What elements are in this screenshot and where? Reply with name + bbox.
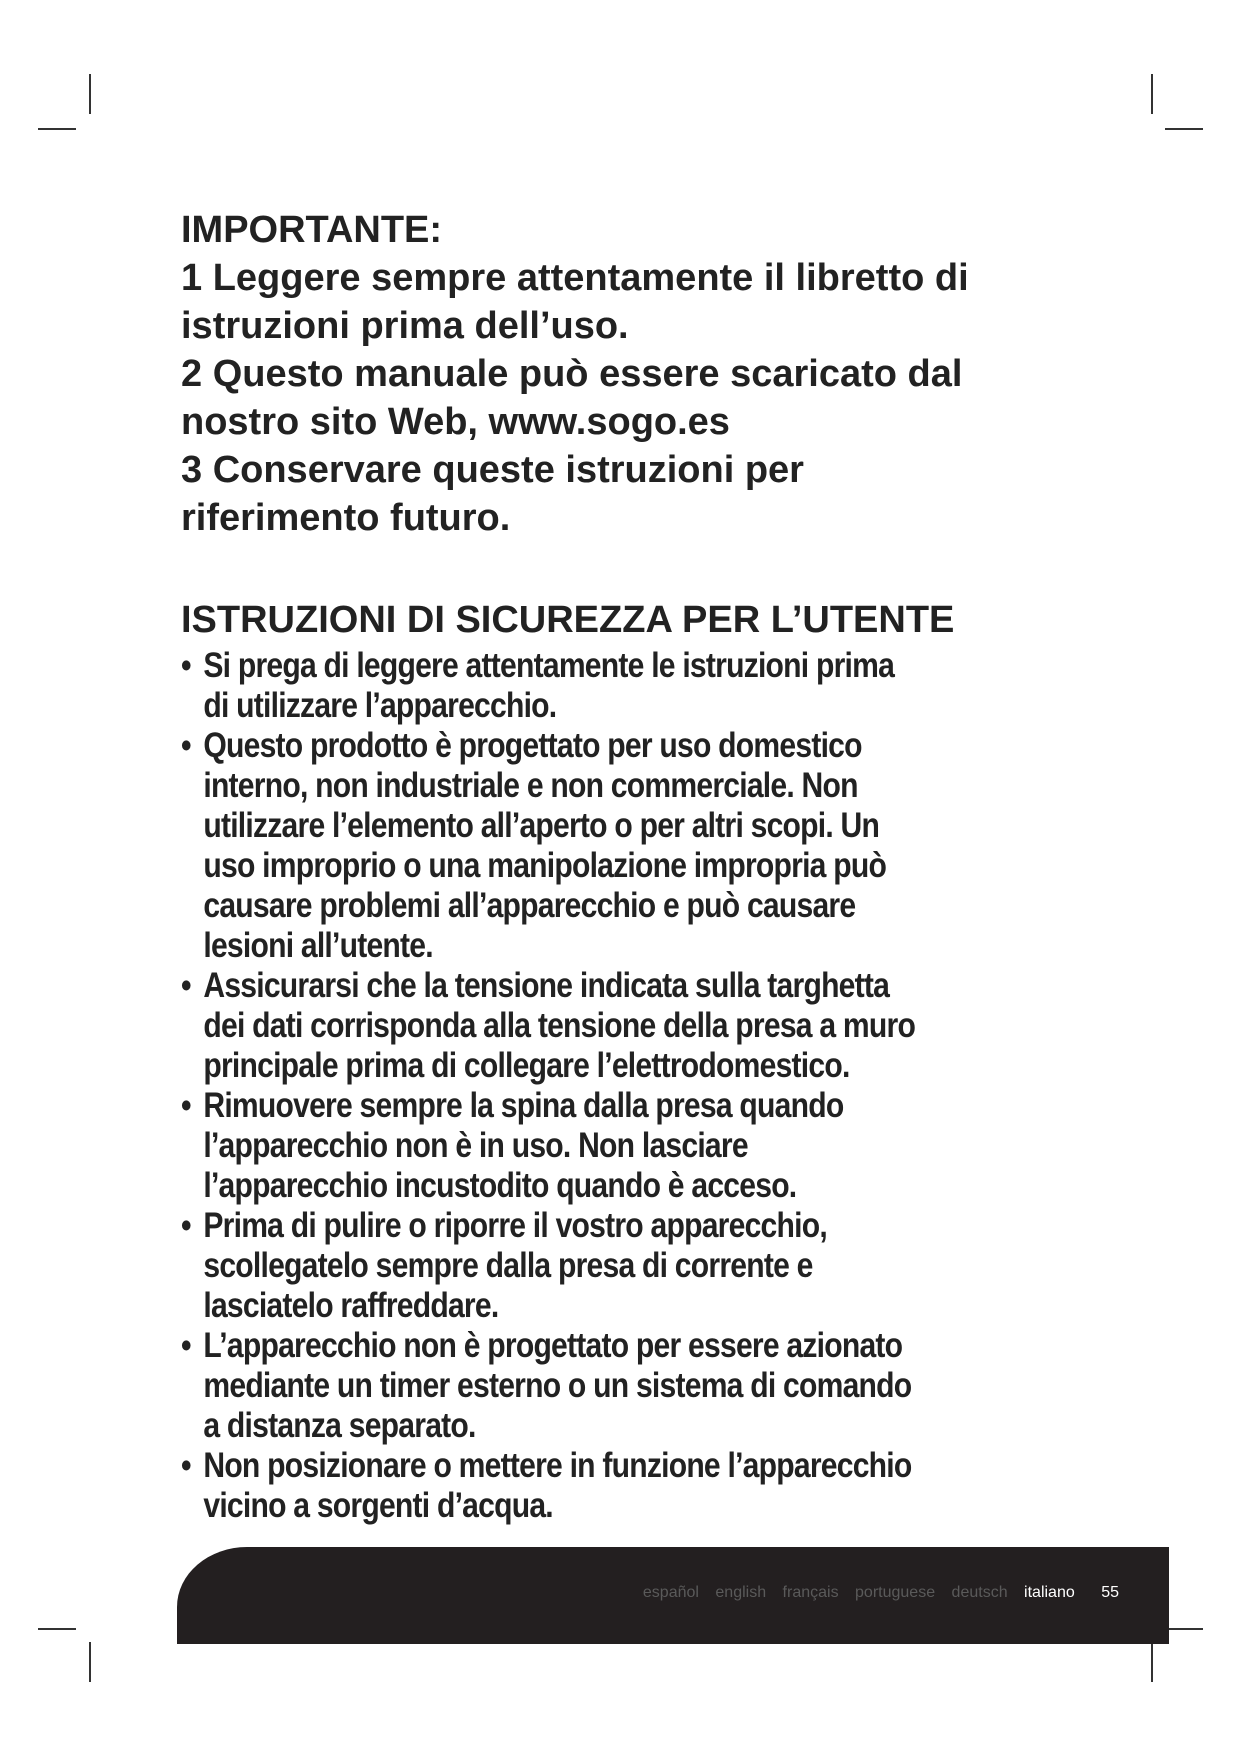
list-item-line: lasciatelo raffreddare. — [203, 1286, 499, 1325]
footer-bar — [177, 1547, 1169, 1644]
bullet-icon: • — [181, 646, 191, 685]
bullet-icon: • — [181, 1086, 191, 1125]
list-item-line: utilizzare l’elemento all’aperto o per altri scopi. Un — [203, 806, 880, 845]
important-line: 3 Conservare queste istruzioni per — [181, 449, 804, 491]
list-item-line: scollegatelo sempre dalla presa di corrente e — [203, 1246, 813, 1285]
list-item-line: l’apparecchio incustodito quando è acceso. — [203, 1166, 797, 1205]
list-item — [181, 966, 1081, 1086]
crop-mark-bottom-right-horizontal — [1165, 1628, 1203, 1630]
language-portuguese: portuguese — [855, 1584, 936, 1601]
list-item-line: di utilizzare l’apparecchio. — [203, 686, 557, 725]
crop-mark-top-right-vertical — [1151, 74, 1153, 114]
list-item-line: vicino a sorgenti d’acqua. — [203, 1486, 553, 1525]
list-item — [181, 1446, 1081, 1526]
crop-mark-bottom-left-vertical — [89, 1642, 91, 1682]
list-item — [181, 1206, 1081, 1326]
important-line: 1 Leggere sempre attentamente il libretto di — [181, 257, 969, 299]
safety-title: ISTRUZIONI DI SICUREZZA PER L’UTENTE — [181, 599, 955, 641]
list-item-line: dei dati corrisponda alla tensione della presa a muro — [203, 1006, 916, 1045]
crop-mark-top-left-vertical — [89, 74, 91, 114]
important-line: riferimento futuro. — [181, 497, 511, 539]
list-item-line: Prima di pulire o riporre il vostro apparecchio, — [203, 1206, 827, 1245]
list-item-line: mediante un timer esterno o un sistema di comando — [203, 1366, 912, 1405]
language-nav — [631, 1583, 1119, 1603]
crop-mark-top-right-horizontal — [1165, 128, 1203, 130]
bullet-icon: • — [181, 726, 191, 765]
list-item-line: L’apparecchio non è progettato per essere azionato — [203, 1326, 903, 1365]
list-item — [181, 1086, 1081, 1206]
bullet-icon: • — [181, 1206, 191, 1245]
language-espanol: español — [642, 1584, 699, 1601]
list-item — [181, 1326, 1081, 1446]
language-francais: français — [782, 1584, 839, 1601]
important-line: istruzioni prima dell’uso. — [181, 305, 629, 347]
language-italiano-active: italiano — [1024, 1584, 1075, 1601]
crop-mark-bottom-left-horizontal — [38, 1628, 76, 1630]
important-heading: IMPORTANTE: — [181, 209, 443, 251]
important-line: 2 Questo manuale può essere scaricato dal — [181, 353, 963, 395]
list-item-line: l’apparecchio non è in uso. Non lasciare — [203, 1126, 748, 1165]
list-item-line: Assicurarsi che la tensione indicata sulla targhetta — [203, 966, 890, 1005]
bullet-icon: • — [181, 966, 191, 1005]
list-item — [181, 726, 1081, 966]
list-item-line: causare problemi all’apparecchio e può causare — [203, 886, 856, 925]
list-item-line: a distanza separato. — [203, 1406, 476, 1445]
list-item-line: principale prima di collegare l’elettrodomestico. — [203, 1046, 850, 1085]
safety-list — [181, 646, 1081, 1526]
list-item-line: Non posizionare o mettere in funzione l’apparecchio — [203, 1446, 912, 1485]
list-item-line: lesioni all’utente. — [203, 926, 433, 965]
crop-mark-bottom-right-vertical — [1151, 1642, 1153, 1682]
safety-instructions — [181, 596, 1081, 1526]
list-item-line: Rimuovere sempre la spina dalla presa quando — [203, 1086, 844, 1125]
language-english: english — [715, 1584, 767, 1601]
list-item-line: uso improprio o una manipolazione impropria può — [203, 846, 887, 885]
language-deutsch: deutsch — [951, 1584, 1008, 1601]
page-number: 55 — [1101, 1584, 1119, 1601]
bullet-icon: • — [181, 1446, 191, 1485]
list-item-line: Si prega di leggere attentamente le istruzioni prima — [203, 646, 895, 685]
important-line-website: nostro sito Web, www.sogo.es — [181, 401, 730, 443]
bullet-icon: • — [181, 1326, 191, 1365]
important-notice — [181, 206, 1081, 542]
list-item — [181, 646, 1081, 726]
list-item-line: Questo prodotto è progettato per uso domestico — [203, 726, 862, 765]
crop-mark-top-left-horizontal — [38, 128, 76, 130]
list-item-line: interno, non industriale e non commerciale. Non — [203, 766, 858, 805]
